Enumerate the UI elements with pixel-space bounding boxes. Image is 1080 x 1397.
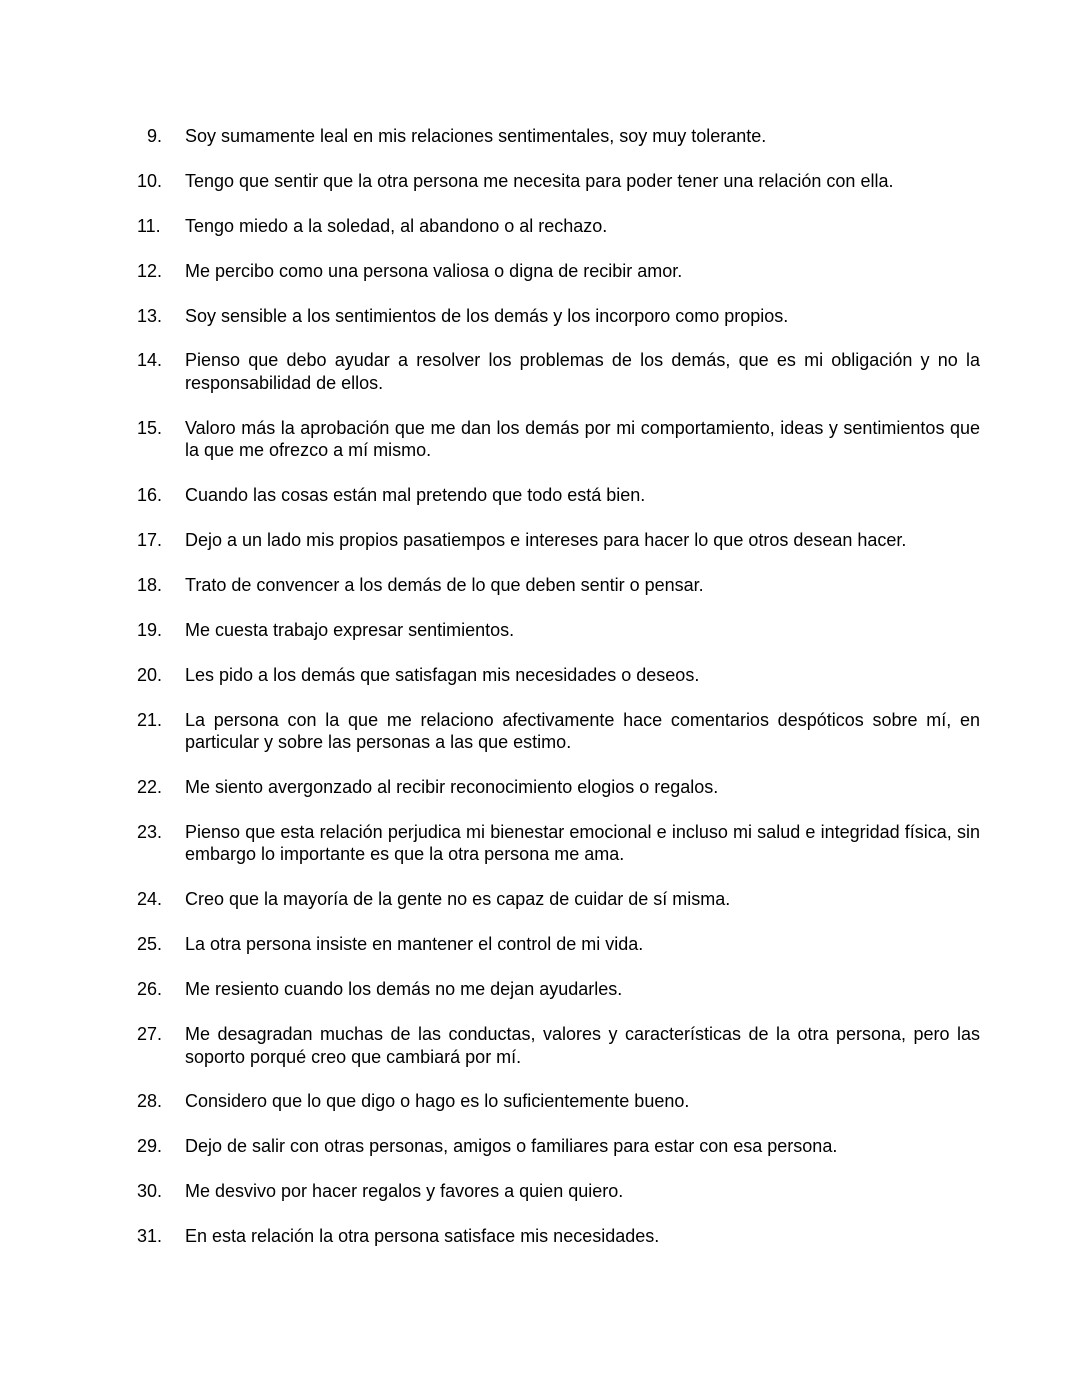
- item-number: 21.: [137, 709, 163, 730]
- item-number: 30.: [137, 1181, 163, 1202]
- item-text: Trato de convencer a los demás de lo que deben sentir o pensar.: [185, 575, 704, 596]
- item-number: 31.: [137, 1226, 163, 1247]
- list-item: [147, 125, 980, 148]
- item-number: 28.: [137, 1091, 163, 1112]
- item-text: Pienso que esta relación perjudica mi bienestar emocional e incluso mi salud e integridad física, sin embargo lo importante es que la otra persona me ama.: [185, 821, 980, 865]
- list-item: [137, 574, 980, 597]
- item-number: 23.: [137, 821, 163, 842]
- item-number: 29.: [137, 1136, 163, 1157]
- item-text: Valoro más la aprobación que me dan los demás por mi comportamiento, ideas y sentimientos que la que me ofrezco a mí mismo.: [185, 417, 980, 461]
- item-number: 20.: [137, 664, 163, 685]
- list-item: [137, 888, 980, 911]
- item-number: 14.: [137, 350, 163, 371]
- list-item: [137, 215, 980, 238]
- item-text: La otra persona insiste en mantener el control de mi vida.: [185, 934, 644, 955]
- list-item: [137, 484, 980, 507]
- item-number: 12.: [137, 260, 163, 281]
- list-item: [137, 1023, 980, 1068]
- list-item: [137, 529, 980, 552]
- questionnaire-list: [137, 125, 980, 1270]
- list-item: [137, 1180, 980, 1203]
- item-text: Dejo a un lado mis propios pasatiempos e intereses para hacer lo que otros desean hacer.: [185, 530, 907, 551]
- item-text: Me percibo como una persona valiosa o digna de recibir amor.: [185, 260, 683, 281]
- item-text: Creo que la mayoría de la gente no es capaz de cuidar de sí misma.: [185, 889, 731, 910]
- list-item: [137, 349, 980, 394]
- item-number: 18.: [137, 575, 163, 596]
- list-item: [137, 1135, 980, 1158]
- item-number: 11.: [137, 215, 161, 236]
- item-number: 27.: [137, 1024, 163, 1045]
- item-text: Pienso que debo ayudar a resolver los problemas de los demás, que es mi obligación y no la responsabilidad de ellos.: [185, 350, 980, 393]
- item-text: En esta relación la otra persona satisface mis necesidades.: [185, 1226, 660, 1247]
- item-number: 16.: [137, 485, 163, 506]
- list-item: [137, 978, 980, 1001]
- item-text: Me cuesta trabajo expresar sentimientos.: [185, 619, 515, 640]
- list-item: [137, 664, 980, 687]
- item-text: La persona con la que me relaciono afectivamente hace comentarios despóticos sobre mí, en particular y sobre las personas a las que estimo.: [185, 709, 980, 753]
- list-item: [137, 821, 980, 866]
- item-number: 13.: [137, 305, 163, 326]
- item-text: Considero que lo que digo o hago es lo suficientemente bueno.: [185, 1091, 690, 1112]
- item-text: Me desagradan muchas de las conductas, valores y características de la otra persona, pero las soporto porqué creo que cambiará por mí.: [185, 1024, 980, 1067]
- list-item: [137, 305, 980, 328]
- list-item: [137, 170, 980, 193]
- item-number: 15.: [137, 417, 163, 438]
- list-item: [137, 260, 980, 283]
- list-item: [137, 709, 980, 754]
- item-number: 26.: [137, 979, 163, 1000]
- item-number: 22.: [137, 777, 163, 798]
- list-item: [137, 619, 980, 642]
- item-text: Tengo que sentir que la otra persona me necesita para poder tener una relación con ella.: [185, 170, 894, 191]
- item-number: 24.: [137, 889, 163, 910]
- item-text: Tengo miedo a la soledad, al abandono o al rechazo.: [185, 215, 608, 236]
- item-text: Cuando las cosas están mal pretendo que todo está bien.: [185, 485, 646, 506]
- list-item: [137, 417, 980, 462]
- item-text: Soy sumamente leal en mis relaciones sentimentales, soy muy tolerante.: [185, 126, 767, 146]
- item-text: Les pido a los demás que satisfagan mis necesidades o deseos.: [185, 664, 700, 685]
- list-item: [137, 933, 980, 956]
- item-text: Me siento avergonzado al recibir reconocimiento elogios o regalos.: [185, 777, 719, 798]
- item-number: 25.: [137, 934, 163, 955]
- item-text: Dejo de salir con otras personas, amigos o familiares para estar con esa persona.: [185, 1136, 838, 1157]
- item-number: 9.: [147, 126, 163, 146]
- list-item: [137, 1090, 980, 1113]
- item-text: Soy sensible a los sentimientos de los demás y los incorporo como propios.: [185, 305, 789, 326]
- item-text: Me resiento cuando los demás no me dejan ayudarles.: [185, 979, 623, 1000]
- item-number: 10.: [137, 170, 163, 191]
- item-text: Me desvivo por hacer regalos y favores a quien quiero.: [185, 1181, 624, 1202]
- item-number: 19.: [137, 619, 163, 640]
- item-number: 17.: [137, 530, 163, 551]
- list-item: [137, 1225, 980, 1248]
- list-item: [137, 776, 980, 799]
